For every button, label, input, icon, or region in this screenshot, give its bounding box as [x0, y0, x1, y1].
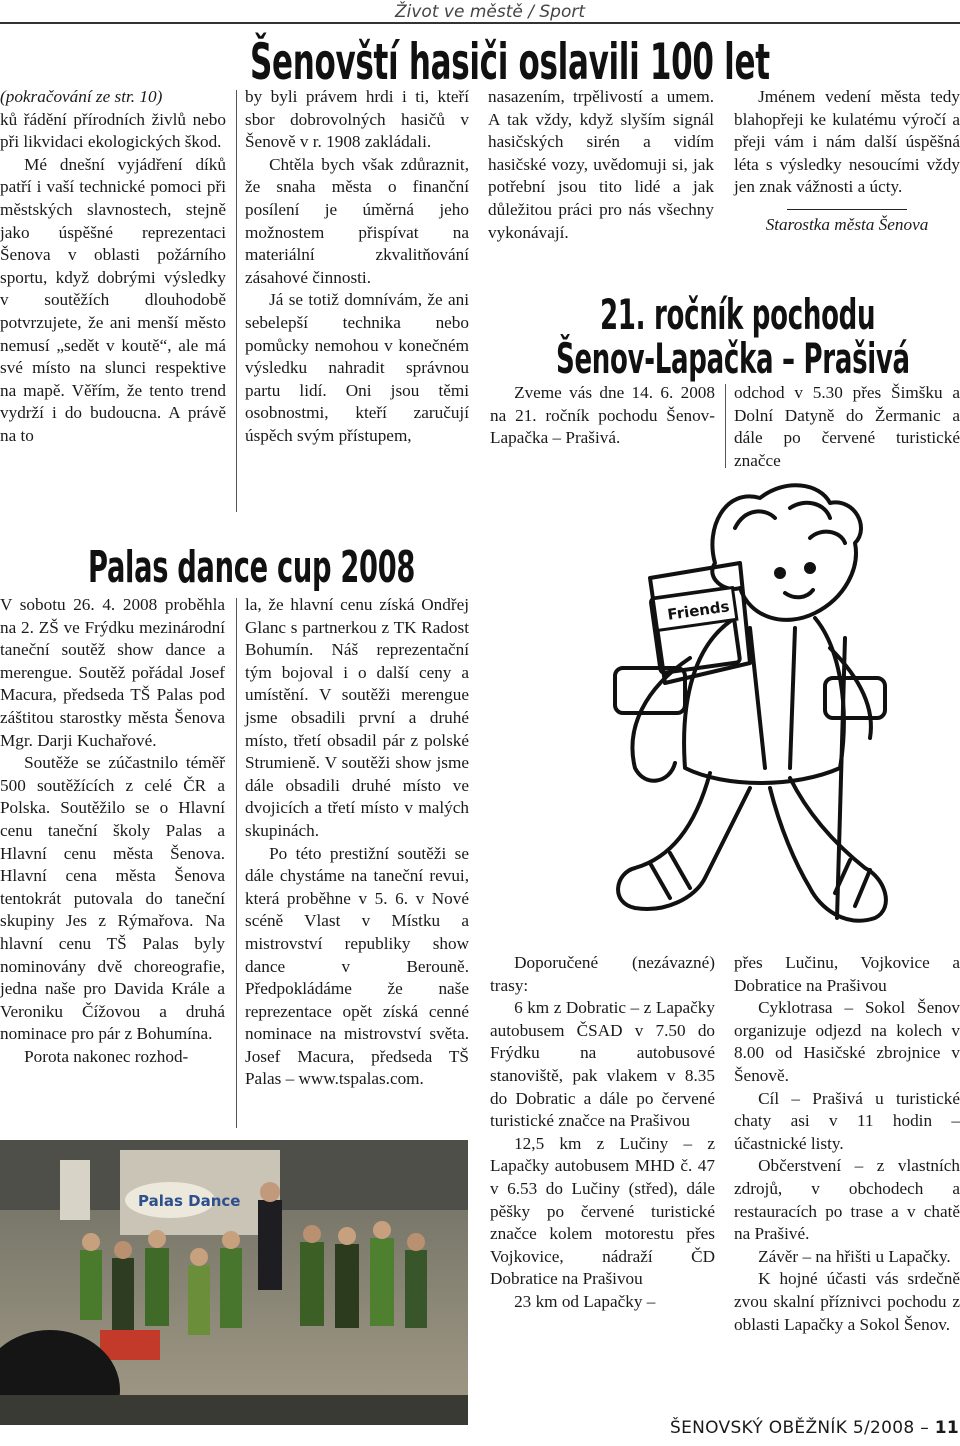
paragraph: Mé dnešní vyjádření díků patří i vaší technické pomoci při městských slavnostech, stejně jako úspěšné reprezentaci Šenova v oblasti požárního sportu, když dobrými výsledky v soutěžích dlouhodobě potvrzujete, že ani menší město nemusí „sedět v koutě“, ale má své místo na slunci respektive na mapě. Věřím, že tento trend vydrží i do budoucna. A právě na to	[0, 154, 226, 445]
page-number: 11	[934, 1418, 960, 1438]
column-rule	[725, 384, 726, 468]
hasici-column-1	[0, 86, 226, 448]
article-title-hasici: Šenovští hasiči oslavili 100 let	[250, 33, 770, 91]
pochod-title-line2: Šenov-Lapačka – Prašivá	[556, 334, 910, 383]
paragraph: přes Lučinu, Vojkovice a Dobratice na Prašivou	[734, 953, 960, 995]
dance-column-1	[0, 594, 225, 1068]
paragraph: 12,5 km z Lučiny – z Lapačky autobusem MHD č. 47 v 6.53 do Lučiny (střed), dále pěšky po červené turistické značce kolem motorestu přes Vojkovice, nádraží ČD Dobratice na Prašivou	[490, 1133, 715, 1289]
paragraph: by byli právem hrdi i ti, kteří sbor dobrovolných hasičů v Šenově v r. 1908 zakládali.	[245, 87, 469, 152]
paragraph: Já se totiž domnívám, že ani sebelepší technika nebo pomůcky nemohou v konečném výsledku nahradit správnou partu lidí. Oni jsou těmi osobnostmi, kteří zaručují úspěch svým přístupem,	[245, 290, 469, 445]
paragraph: Soutěže se zúčastnilo téměř 500 soutěžících z celé ČR a Polska. Soutěžilo se o Hlavní cenu taneční školy Palas a Hlavní cenu města Šenova. Hlavní cena města Šenova tentokrát putovala do taneční skupiny Jes z Rýmařova. Na hlavní cenu TŠ Palas byly nominovány dvě choreografie, jedna naše pro Davida Krále a Veroniku Čížovou a druhá nominace pro pár z Bohumína.	[0, 753, 225, 1044]
footer-separator: –	[920, 1418, 930, 1438]
paragraph: ků řádění přírodních živlů nebo při likvidaci ekologických škod.	[0, 109, 226, 152]
paragraph: Jménem vedení města tedy blahopřeji ke kulatému výročí a přeji vám i nám další úspěšná léta s výsledky nesoucími vždy jen znak vážnosti a úcty.	[734, 87, 960, 197]
routes-column-2	[734, 952, 960, 1336]
hasici-column-3	[488, 86, 714, 244]
paragraph: K hojné účasti vás srdečně zvou skalní příznivci pochodu z oblasti Lapačky a Sokol Šenov.	[734, 1269, 960, 1334]
column-rule	[236, 90, 237, 512]
dance-column-2	[245, 594, 469, 1091]
paragraph: Po této prestižní soutěži se dále chystáme na taneční revui, která proběhne v 5. 6. v Nové scéně Vlast v Místku a mistrovství republiky show dance v Berouně. Předpokládáme že naše reprezentace opět získá cenné nominace na mistrovství světa. Josef Macura, předseda TŠ Palas – www.tspalas.com.	[245, 843, 469, 1089]
pochod-intro-right	[734, 382, 960, 472]
paragraph: Chtěla bych však zdůraznit, že snaha města o finanční posílení je úměrná jeho možnostem přispívat na materiální zkvalitňování zásahové činnosti.	[245, 154, 469, 287]
paragraph: 23 km od Lapačky –	[514, 1291, 656, 1311]
signature: Starostka města Šenova	[765, 214, 929, 234]
pochod-intro-left	[490, 382, 715, 450]
column-rule	[236, 598, 237, 1128]
paragraph: 6 km z Dobratic – z Lapačky autobusem ČSAD v 7.50 do Frýdku na autobusové stanoviště, pak vlakem v 8.35 do Dobratic a dále po červené turistické značce na Prašivou	[490, 998, 715, 1131]
article-title-dance: Palas dance cup 2008	[88, 542, 416, 593]
paragraph: Občerstvení – z vlastních zdrojů, v obchodech a restauracích po trase a v chatě na Prašivé.	[734, 1156, 960, 1244]
paragraph: Zveme vás dne 14. 6. 2008 na 21. ročník pochodu Šenov-Lapačka – Prašivá.	[490, 383, 715, 448]
paragraph: V sobotu 26. 4. 2008 proběhla na 2. ZŠ ve Frýdku mezinárodní taneční soutěž show dance a merengue. Soutěž pořádal Josef Macura, předseda TŠ Palas pod záštitou starostky města Šenova Mgr. Darji Kuchařové.	[0, 595, 225, 750]
paragraph: odchod v 5.30 přes Šimšku a Dolní Datyně do Žermanic a dále po červené turistické značce	[734, 383, 960, 470]
publication-name: ŠENOVSKÝ OBĚŽNÍK 5/2008	[670, 1418, 915, 1438]
dance-photo	[0, 1140, 468, 1425]
paragraph: nasazením, trpělivostí a umem. A tak vždy, když slyším signál hasičských sirén a vidím hasičské vozy, uvědomuji si, jak potřební jsou tito lidé a jak důležitou práci pro nás všechny vykonávají.	[488, 87, 714, 242]
page-footer	[670, 1418, 959, 1438]
hasici-column-4	[734, 86, 960, 237]
routes-column-1	[490, 952, 715, 1314]
paragraph: Závěr – na hřišti u Lapačky.	[758, 1246, 951, 1266]
paragraph: Doporučené (nezávazné) trasy:	[490, 953, 715, 995]
paragraph: Porota nakonec rozhod-	[24, 1046, 189, 1066]
paragraph: Cyklotrasa – Sokol Šenov organizuje odjezd na kolech v 8.00 od Hasičské zbrojnice v Šenově.	[734, 998, 960, 1085]
backpack-label: Friends	[666, 597, 731, 624]
paragraph: la, že hlavní cenu získá Ondřej Glanc s partnerkou z TK Radost Bohumín. Náš reprezentační tým bojoval i o další ceny a umístění. V soutěži merengue jsme obsadili první a druhé místo, třetí obsadil pár z polské Strumieně. V soutěži show jsme dále obsadili druhé místo ve dvojicích a třetí místo v malých skupinách.	[245, 595, 469, 840]
photo-banner-text: Palas Dance	[138, 1192, 241, 1210]
signature-rule	[787, 209, 907, 210]
section-category: Život ve městě / Sport	[385, 2, 595, 22]
paragraph: Cíl – Prašivá u turistické chaty asi v 11 hodin – účastnické listy.	[734, 1088, 960, 1153]
hasici-column-2	[245, 86, 469, 448]
hiker-illustration	[575, 468, 960, 948]
pochod-title-line1: 21. ročník pochodu	[600, 290, 876, 339]
continuation-note: (pokračování ze str. 10)	[0, 87, 163, 106]
